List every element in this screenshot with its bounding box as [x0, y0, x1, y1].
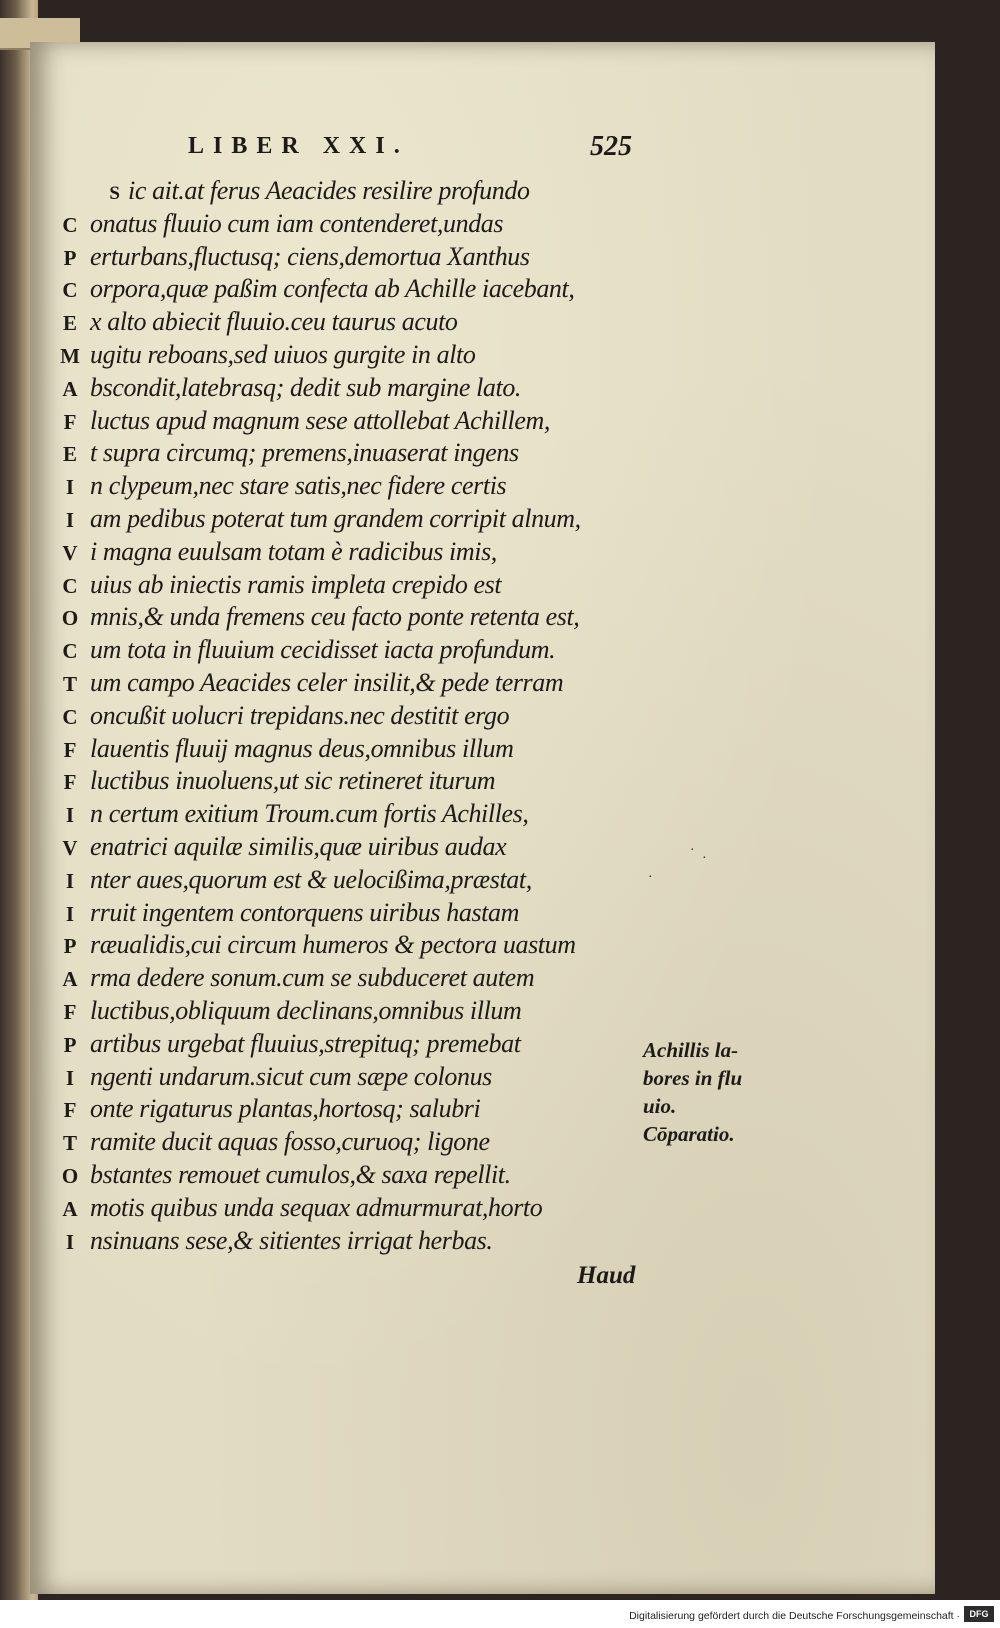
line-text: luctus apud magnum sese attollebat Achillem, — [90, 405, 550, 435]
line-text: ræualidis,cui circum humeros & pectora uastum — [90, 930, 576, 960]
verse-line — [50, 962, 581, 995]
dfg-logo: DFG — [964, 1606, 994, 1622]
line-initial: A — [62, 376, 78, 401]
line-text: mnis,& unda fremens ceu facto ponte retenta est, — [90, 602, 580, 632]
line-initial: S — [109, 183, 120, 204]
line-initial: I — [65, 803, 75, 828]
verse-line — [50, 273, 581, 306]
line-text: lauentis fluuij magnus deus,omnibus illum — [90, 733, 514, 763]
line-initial: M — [60, 343, 80, 368]
line-text: i magna euulsam totam è radicibus imis, — [90, 536, 497, 566]
line-initial: C — [62, 704, 78, 729]
ink-speck: · — [702, 851, 707, 866]
line-text: bscondit,latebrasq; dedit sub margine lato. — [90, 372, 522, 402]
line-text: onte rigaturus plantas,hortosq; salubri — [90, 1094, 481, 1124]
marginal-note-line: bores in flu — [643, 1066, 743, 1090]
line-initial: E — [62, 442, 77, 467]
verse-line — [50, 569, 581, 602]
verse-line — [50, 765, 581, 798]
line-initial: F — [63, 409, 77, 434]
line-initial: P — [63, 1032, 77, 1057]
line-text: ugitu reboans,sed uiuos gurgite in alto — [90, 339, 476, 369]
verse-line — [50, 175, 581, 208]
verse-line — [50, 470, 581, 503]
line-initial: C — [62, 573, 78, 598]
line-text: rma dedere sonum.cum se subduceret autem — [90, 963, 535, 993]
verse-line — [50, 864, 581, 897]
line-text: ic ait.at ferus Aeacides resilire profundo — [128, 176, 530, 205]
line-initial: A — [62, 967, 78, 992]
line-initial: C — [62, 639, 78, 664]
verse-line — [50, 798, 581, 831]
page-number: 525 — [590, 131, 632, 162]
line-text: bstantes remouet cumulos,& saxa repellit. — [90, 1159, 511, 1189]
line-initial: I — [65, 507, 75, 532]
marginal-note-line: Achillis la- — [643, 1038, 739, 1062]
verse-line — [50, 536, 581, 569]
line-initial: I — [65, 475, 75, 500]
line-text: luctibus,obliquum declinans,omnibus illum — [90, 995, 522, 1025]
line-text: artibus urgebat fluuius,strepituq; premebat — [90, 1028, 521, 1058]
line-initial: V — [62, 835, 78, 860]
line-text: ramite ducit aquas fosso,curuoq; ligone — [90, 1127, 490, 1157]
verse-line — [50, 306, 581, 339]
line-text: um campo Aeacides celer insilit,& pede terram — [90, 667, 564, 697]
line-initial: C — [62, 278, 78, 303]
marginal-note — [643, 1036, 742, 1148]
verse-line — [50, 831, 581, 864]
verse-line — [50, 437, 581, 470]
line-text: onatus fluuio cum iam contenderet,undas — [90, 208, 504, 238]
line-text: x alto abiecit fluuio.ceu taurus acuto — [90, 307, 458, 337]
line-initial: F — [63, 999, 77, 1024]
line-text: n certum exitium Troum.cum fortis Achilles, — [90, 799, 529, 829]
verse-line — [50, 1225, 581, 1258]
line-initial: I — [65, 901, 75, 926]
marginal-note-line: uio. — [643, 1094, 677, 1118]
line-initial: F — [63, 737, 77, 762]
line-initial: I — [65, 1229, 75, 1254]
line-text: uius ab iniectis ramis impleta crepido est — [90, 569, 502, 599]
verse-line — [50, 733, 581, 766]
verse-line — [50, 372, 581, 405]
verse-line — [50, 1192, 581, 1225]
marginal-note-line: Cōparatio. — [643, 1122, 735, 1146]
verse-line — [50, 503, 581, 536]
line-text: luctibus inuoluens,ut sic retineret iturum — [90, 766, 496, 796]
catchword: Haud — [577, 1262, 636, 1289]
line-text: am pedibus poterat tum grandem corripit alnum, — [90, 503, 581, 533]
verse-line — [50, 700, 581, 733]
ink-speck: · — [690, 843, 695, 858]
ink-speck: · — [648, 870, 653, 885]
line-text: ngenti undarum.sicut cum sæpe colonus — [90, 1061, 492, 1091]
line-initial: V — [62, 540, 78, 565]
running-head: LIBER XXI. — [188, 133, 409, 159]
verse-line — [50, 995, 581, 1028]
verse-line — [50, 1061, 581, 1094]
verse-line — [50, 601, 581, 634]
line-text: orpora,quæ paßim confecta ab Achille iacebant, — [90, 274, 575, 304]
verse-line — [50, 634, 581, 667]
line-initial: I — [65, 1065, 75, 1090]
verse-line — [50, 1159, 581, 1192]
line-initial: A — [62, 1196, 78, 1221]
verse-block — [50, 175, 581, 1257]
line-initial: C — [62, 212, 78, 237]
line-initial: F — [63, 770, 77, 795]
verse-line — [50, 208, 581, 241]
line-initial: P — [63, 934, 77, 959]
line-text: n clypeum,nec stare satis,nec fidere certis — [90, 471, 507, 501]
line-text: enatrici aquilæ similis,quæ uiribus audax — [90, 831, 507, 861]
verse-line — [50, 1126, 581, 1159]
digitization-credit: Digitalisierung gefördert durch die Deutsche Forschungsgemeinschaft · — [629, 1610, 960, 1622]
verse-line — [50, 339, 581, 372]
verse-line — [50, 1093, 581, 1126]
verse-line — [50, 405, 581, 438]
line-initial: O — [61, 606, 79, 631]
line-initial: F — [63, 1098, 77, 1123]
line-initial: E — [62, 311, 77, 336]
line-initial: T — [62, 1131, 77, 1156]
verse-line — [50, 929, 581, 962]
line-text: nsinuans sese,& sitientes irrigat herbas. — [90, 1225, 493, 1255]
verse-line — [50, 241, 581, 274]
verse-line — [50, 897, 581, 930]
line-initial: O — [61, 1163, 79, 1188]
verse-line — [50, 667, 581, 700]
line-text: nter aues,quorum est & uelocißima,præstat, — [90, 864, 532, 894]
verse-line — [50, 1028, 581, 1061]
line-text: oncußit uolucri trepidans.nec destitit ergo — [90, 700, 510, 730]
line-initial: T — [62, 671, 77, 696]
line-initial: I — [65, 868, 75, 893]
line-text: erturbans,fluctusq; ciens,demortua Xanthus — [90, 241, 530, 271]
line-initial: P — [63, 245, 77, 270]
line-text: t supra circumq; premens,inuaserat ingens — [90, 438, 519, 468]
line-text: motis quibus unda sequax admurmurat,horto — [90, 1192, 543, 1222]
line-text: rruit ingentem contorquens uiribus hastam — [90, 897, 519, 927]
line-text: um tota in fluuium cecidisset iacta profundum. — [90, 635, 556, 665]
